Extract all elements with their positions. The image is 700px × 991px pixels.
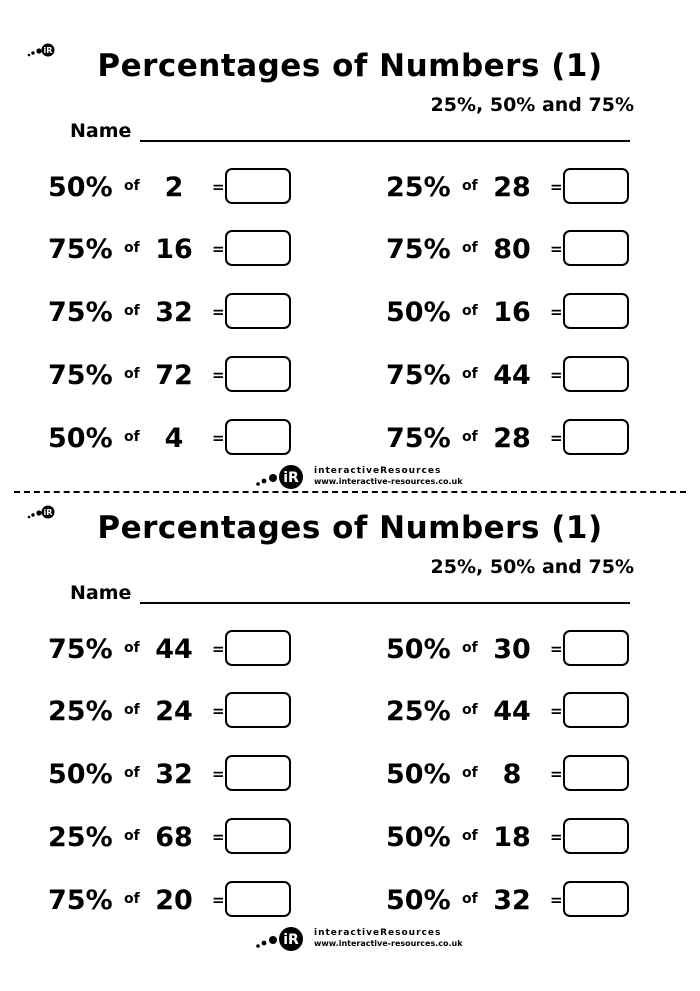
answer-box[interactable] — [563, 818, 629, 854]
worksheet-bottom — [0, 462, 700, 952]
name-field[interactable] — [140, 140, 630, 142]
name-label: Name — [70, 120, 132, 142]
footer-url: www.interactive-resources.co.uk — [314, 939, 463, 948]
answer-box[interactable] — [563, 419, 629, 455]
question-row — [48, 755, 308, 795]
equals-sign: = — [212, 765, 225, 783]
of-label: of — [462, 828, 478, 844]
of-label: of — [124, 828, 140, 844]
question-row — [386, 356, 646, 396]
answer-box[interactable] — [225, 230, 291, 266]
percent-value: 50% — [48, 423, 113, 454]
svg-text:iR: iR — [43, 508, 53, 517]
percent-value: 75% — [386, 360, 451, 391]
equals-sign: = — [550, 765, 563, 783]
question-row — [386, 881, 646, 921]
of-label: of — [124, 702, 140, 718]
footer-url: www.interactive-resources.co.uk — [314, 477, 463, 486]
equals-sign: = — [550, 891, 563, 909]
page-title: Percentages of Numbers (1) — [97, 48, 603, 84]
answer-box[interactable] — [225, 881, 291, 917]
page-subtitle: 25%, 50% and 75% — [430, 556, 634, 578]
percent-value: 25% — [48, 696, 113, 727]
percent-value: 50% — [48, 759, 113, 790]
of-label: of — [462, 702, 478, 718]
question-row — [386, 293, 646, 333]
question-row — [386, 692, 646, 732]
equals-sign: = — [212, 240, 225, 258]
worksheet-top — [0, 0, 700, 490]
footer-logo — [254, 924, 463, 954]
of-label: of — [124, 891, 140, 907]
percent-value: 75% — [48, 297, 113, 328]
of-label: of — [124, 303, 140, 319]
percent-value: 50% — [386, 759, 451, 790]
page-subtitle: 25%, 50% and 75% — [430, 94, 634, 116]
number-value: 72 — [155, 360, 193, 391]
svg-text:iR: iR — [283, 470, 299, 486]
question-row — [48, 881, 308, 921]
percent-value: 75% — [48, 234, 113, 265]
of-label: of — [124, 765, 140, 781]
equals-sign: = — [212, 828, 225, 846]
of-label: of — [124, 640, 140, 656]
question-row — [386, 755, 646, 795]
percent-value: 25% — [48, 822, 113, 853]
question-row — [48, 419, 308, 459]
answer-box[interactable] — [225, 293, 291, 329]
question-row — [386, 818, 646, 858]
number-value: 16 — [155, 234, 193, 265]
number-value: 44 — [493, 360, 531, 391]
answer-box[interactable] — [563, 881, 629, 917]
percent-value: 25% — [386, 696, 451, 727]
number-value: 20 — [155, 885, 193, 916]
answer-box[interactable] — [563, 630, 629, 666]
equals-sign: = — [212, 702, 225, 720]
equals-sign: = — [212, 640, 225, 658]
percent-value: 75% — [48, 885, 113, 916]
question-row — [48, 168, 308, 208]
answer-box[interactable] — [225, 168, 291, 204]
answer-box[interactable] — [225, 419, 291, 455]
question-row — [386, 630, 646, 670]
of-label: of — [462, 429, 478, 445]
equals-sign: = — [550, 640, 563, 658]
answer-box[interactable] — [563, 168, 629, 204]
number-value: 28 — [493, 423, 531, 454]
percent-value: 75% — [48, 634, 113, 665]
answer-box[interactable] — [225, 692, 291, 728]
percent-value: 75% — [48, 360, 113, 391]
name-field[interactable] — [140, 602, 630, 604]
percent-value: 50% — [386, 297, 451, 328]
answer-box[interactable] — [225, 818, 291, 854]
equals-sign: = — [550, 178, 563, 196]
number-value: 44 — [493, 696, 531, 727]
answer-box[interactable] — [225, 630, 291, 666]
footer-brand: interactiveResources — [314, 466, 442, 476]
percent-value: 50% — [48, 172, 113, 203]
question-row — [48, 692, 308, 732]
number-value: 32 — [155, 297, 193, 328]
equals-sign: = — [550, 828, 563, 846]
footer-brand: interactiveResources — [314, 928, 442, 938]
question-row — [386, 168, 646, 208]
equals-sign: = — [550, 303, 563, 321]
of-label: of — [124, 429, 140, 445]
of-label: of — [124, 178, 140, 194]
number-value: 18 — [493, 822, 531, 853]
number-value: 16 — [493, 297, 531, 328]
of-label: of — [124, 366, 140, 382]
of-label: of — [462, 240, 478, 256]
number-value: 44 — [155, 634, 193, 665]
equals-sign: = — [550, 366, 563, 384]
equals-sign: = — [212, 366, 225, 384]
equals-sign: = — [212, 178, 225, 196]
percent-value: 25% — [386, 172, 451, 203]
page-title: Percentages of Numbers (1) — [97, 510, 603, 546]
equals-sign: = — [550, 702, 563, 720]
of-label: of — [124, 240, 140, 256]
number-value: 4 — [164, 423, 184, 454]
percent-value: 75% — [386, 234, 451, 265]
number-value: 8 — [502, 759, 522, 790]
number-value: 2 — [164, 172, 184, 203]
equals-sign: = — [550, 240, 563, 258]
question-row — [386, 419, 646, 459]
number-value: 32 — [155, 759, 193, 790]
of-label: of — [462, 640, 478, 656]
svg-text:iR: iR — [283, 932, 299, 948]
of-label: of — [462, 178, 478, 194]
number-value: 68 — [155, 822, 193, 853]
number-value: 32 — [493, 885, 531, 916]
of-label: of — [462, 366, 478, 382]
equals-sign: = — [212, 303, 225, 321]
of-label: of — [462, 891, 478, 907]
percent-value: 50% — [386, 885, 451, 916]
answer-box[interactable] — [563, 692, 629, 728]
answer-box[interactable] — [225, 356, 291, 392]
of-label: of — [462, 765, 478, 781]
percent-value: 50% — [386, 634, 451, 665]
number-value: 30 — [493, 634, 531, 665]
percent-value: 50% — [386, 822, 451, 853]
equals-sign: = — [550, 429, 563, 447]
percent-value: 75% — [386, 423, 451, 454]
question-row — [48, 630, 308, 670]
equals-sign: = — [212, 891, 225, 909]
ir-logo-icon — [254, 924, 310, 954]
question-row — [48, 818, 308, 858]
svg-text:iR: iR — [43, 46, 53, 55]
answer-box[interactable] — [563, 293, 629, 329]
question-row — [48, 230, 308, 270]
equals-sign: = — [212, 429, 225, 447]
answer-box[interactable] — [563, 230, 629, 266]
number-value: 24 — [155, 696, 193, 727]
number-value: 28 — [493, 172, 531, 203]
question-row — [48, 356, 308, 396]
answer-box[interactable] — [563, 356, 629, 392]
question-row — [386, 230, 646, 270]
answer-box[interactable] — [563, 755, 629, 791]
number-value: 80 — [493, 234, 531, 265]
answer-box[interactable] — [225, 755, 291, 791]
of-label: of — [462, 303, 478, 319]
name-label: Name — [70, 582, 132, 604]
question-row — [48, 293, 308, 333]
